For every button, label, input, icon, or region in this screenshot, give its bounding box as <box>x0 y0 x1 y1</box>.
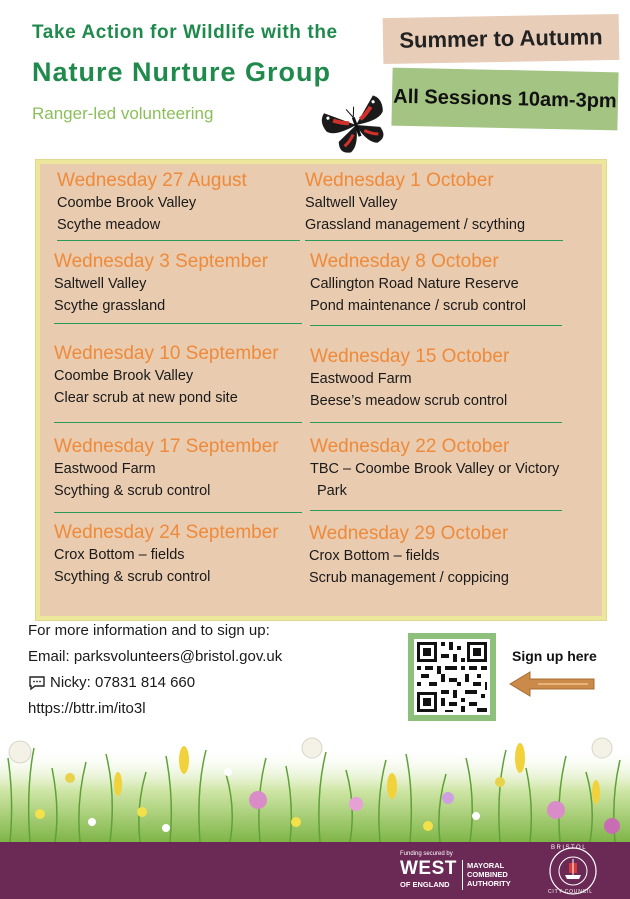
session-card <box>309 523 564 589</box>
contact-phone-row <box>28 670 282 696</box>
session-place: Saltwell Valley <box>305 195 398 211</box>
session-date: Wednesday 1 October <box>305 170 494 191</box>
weca-logo-of-england: OF ENGLAND <box>400 880 450 889</box>
divider <box>57 240 300 241</box>
session-card <box>57 170 300 236</box>
butterfly-icon <box>320 95 392 155</box>
session-date: Wednesday 17 September <box>54 436 279 457</box>
session-place: Coombe Brook Valley <box>54 368 194 384</box>
session-date: Wednesday 29 October <box>309 523 509 544</box>
session-card <box>310 346 565 412</box>
session-place: Callington Road Nature Reserve <box>310 276 519 292</box>
contact-phone[interactable]: Nicky: 07831 814 660 <box>50 674 196 691</box>
session-date: Wednesday 22 October <box>310 436 510 457</box>
session-date: Wednesday 3 September <box>54 251 269 272</box>
session-card <box>310 251 565 317</box>
session-task: Scything & scrub control <box>54 569 211 585</box>
session-date: Wednesday 10 September <box>54 343 279 364</box>
footer-bar <box>0 842 630 899</box>
session-place: Eastwood Farm <box>54 461 156 477</box>
session-date: Wednesday 8 October <box>310 251 499 272</box>
divider <box>310 510 562 511</box>
session-date: Wednesday 24 September <box>54 522 279 543</box>
logo-divider <box>462 860 463 890</box>
session-place: Saltwell Valley <box>54 276 147 292</box>
contact-email[interactable]: Email: parksvolunteers@bristol.gov.uk <box>28 648 283 665</box>
session-card <box>54 436 300 502</box>
funding-label: Funding secured by <box>400 851 453 857</box>
session-card <box>54 343 300 409</box>
subtitle: Ranger-led volunteering <box>32 104 214 123</box>
session-place: Coombe Brook Valley <box>57 195 197 211</box>
contact-link[interactable]: https://bttr.im/ito3l <box>28 700 146 717</box>
authority-line-1: MAYORAL <box>467 861 505 870</box>
session-card <box>310 436 565 502</box>
session-task: Beese’s meadow scrub control <box>310 393 508 409</box>
weca-logo-authority <box>467 861 511 888</box>
season-label: Summer to Autumn <box>399 24 603 53</box>
weca-logo-west: WEST <box>400 858 457 879</box>
session-place: Eastwood Farm <box>310 371 412 387</box>
session-task: Scythe meadow <box>57 217 161 233</box>
divider <box>310 325 562 326</box>
session-task: Park <box>317 483 347 499</box>
divider <box>54 323 302 324</box>
wildflower-meadow-image <box>0 718 630 842</box>
session-card <box>305 170 565 236</box>
session-task: Scrub management / coppicing <box>309 570 509 586</box>
session-place: Crox Bottom – fields <box>54 547 185 563</box>
session-task: Scything & scrub control <box>54 483 211 499</box>
session-card <box>54 251 300 317</box>
divider <box>54 512 302 513</box>
qr-code-icon <box>408 633 496 721</box>
session-date: Wednesday 15 October <box>310 346 510 367</box>
signup-label: Sign up here <box>512 648 597 664</box>
session-task: Pond maintenance / scrub control <box>310 298 527 314</box>
session-place: Crox Bottom – fields <box>309 548 440 564</box>
session-date: Wednesday 27 August <box>57 170 247 191</box>
session-task: Grassland management / scything <box>305 217 526 233</box>
title-line-1: Take Action for Wildlife with the <box>32 22 338 43</box>
session-place: TBC – Coombe Brook Valley or Victory <box>310 461 560 477</box>
authority-line-2: COMBINED <box>467 870 508 879</box>
divider <box>310 422 562 423</box>
speech-bubble-icon <box>28 675 46 691</box>
contact-info <box>28 618 282 722</box>
authority-line-3: AUTHORITY <box>467 879 511 888</box>
arrow-left-icon <box>508 670 598 698</box>
session-card <box>54 522 300 588</box>
divider <box>305 240 563 241</box>
times-label: All Sessions 10am-3pm <box>393 85 617 112</box>
season-banner <box>383 14 620 64</box>
page-title: Nature Nurture Group <box>32 57 332 87</box>
session-task: Clear scrub at new pond site <box>54 390 238 406</box>
bcc-top-text: BRISTOL <box>551 845 588 851</box>
contact-intro: For more information and to sign up: <box>28 622 270 639</box>
divider <box>54 422 302 423</box>
qr-code[interactable] <box>408 633 496 721</box>
bcc-bottom-text: CITY COUNCIL <box>548 889 593 895</box>
session-task: Scythe grassland <box>54 298 166 314</box>
times-banner <box>391 68 618 131</box>
